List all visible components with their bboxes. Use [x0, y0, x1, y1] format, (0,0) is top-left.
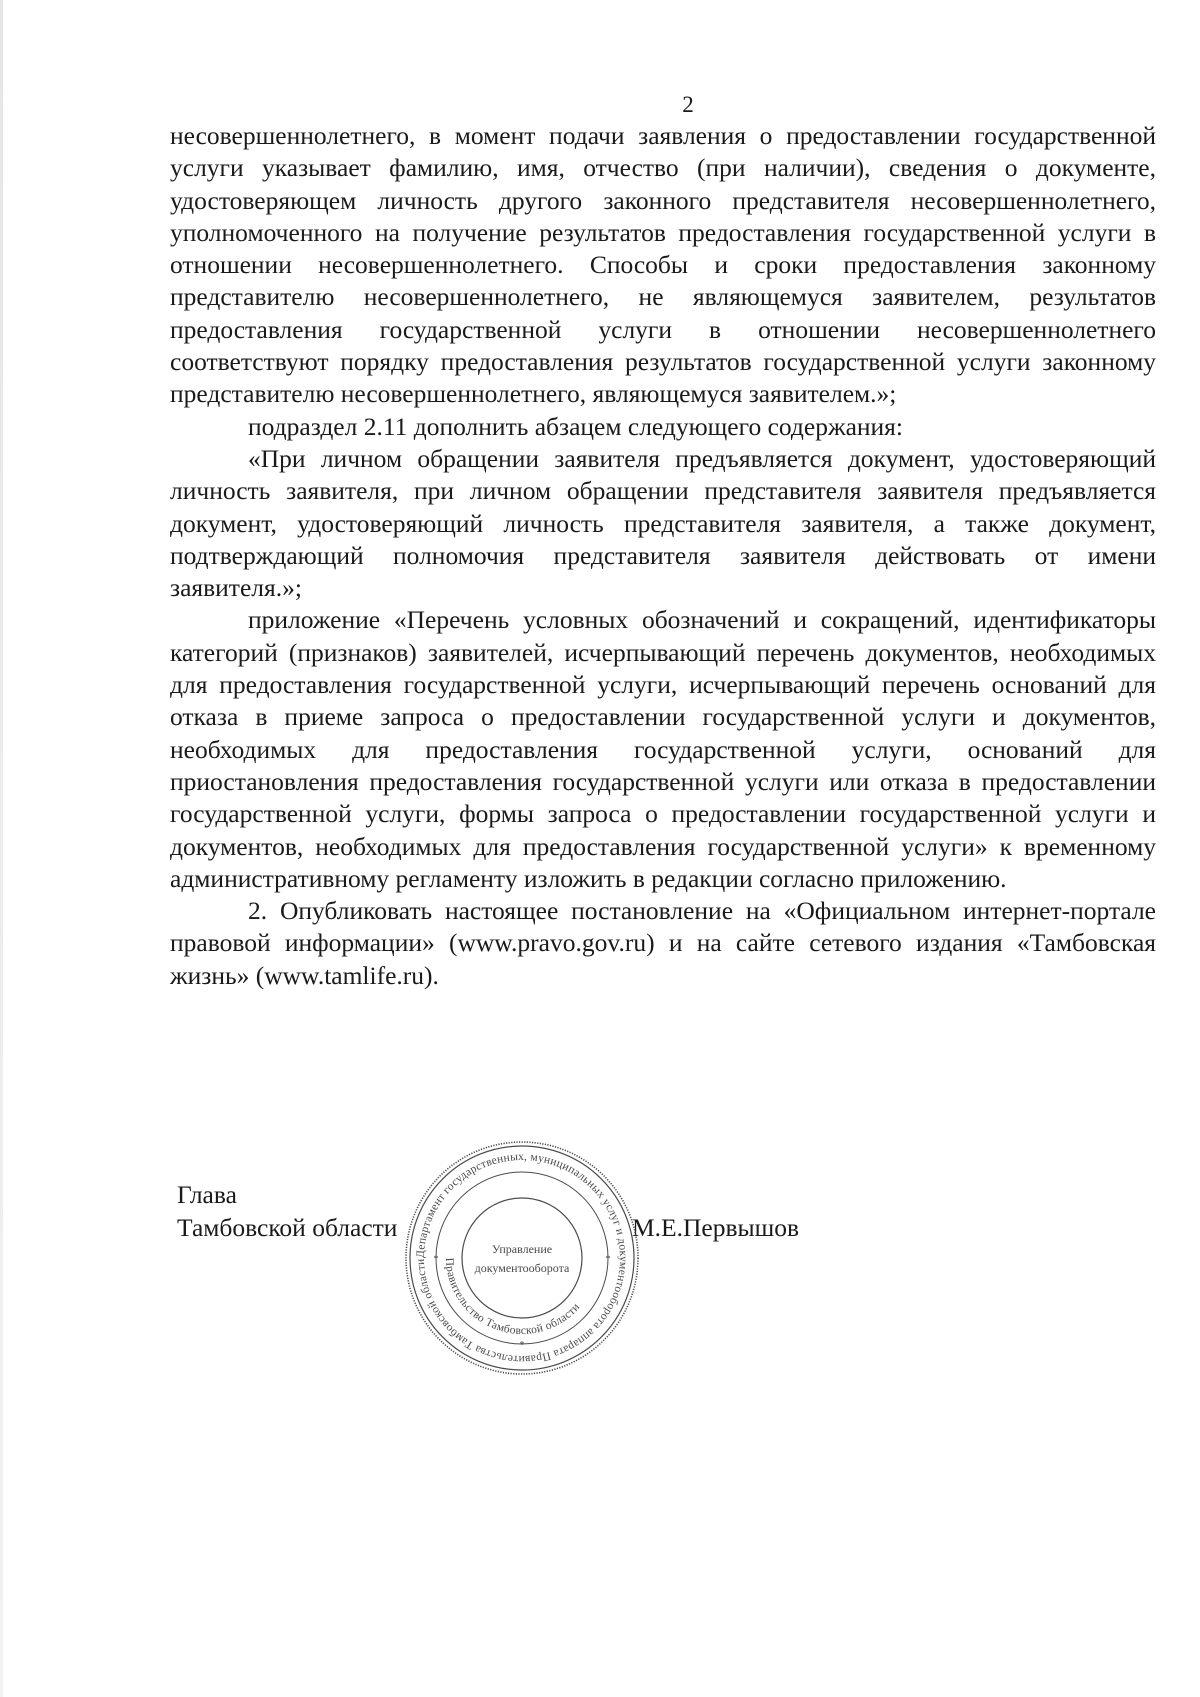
paragraph-subsection-amendment: подраздел 2.11 дополнить абзацем следующего содержания:	[248, 411, 903, 441]
paragraph-continuation: несовершеннолетнего, в момент подачи заявления о предоставлении государственной услуги указывает фамилию, имя, отчество (при наличии), сведения о документе, удостоверяющем личность другого законного представителя несовершеннолетнего, уполномоченного на получение результатов предоставления государственной услуги в отношении несовершеннолетнего. Способы и сроки предоставления законному представителю несовершеннолетнего, не являющемуся заявителем, результатов предоставления государственной услуги в отношении несовершеннолетнего соответствуют порядку предоставления результатов государственной услуги законному представителю несовершеннолетнего, являющемуся заявителем.»;	[170, 121, 1156, 409]
stamp-outer-textpath: Департамент государственных, муниципальных услуг и документооборота аппарата Правительства Тамбовской области	[414, 1150, 630, 1366]
page-number: 2	[682, 92, 694, 117]
stamp-center-line-2: документооборота	[474, 1261, 570, 1275]
signatory-title-line-1: Глава	[177, 1180, 237, 1209]
official-stamp	[402, 1138, 642, 1378]
stamp-inner-textpath: Правительство Тамбовской области	[442, 1257, 583, 1338]
svg-text:*: *	[433, 1254, 439, 1265]
signatory-title-line-2: Тамбовской области	[177, 1213, 398, 1242]
paragraph-appendix-amendment: приложение «Перечень условных обозначений и сокращений, идентификаторы категорий (признаков) заявителей, исчерпывающий перечень документов, необходимых для предоставления государственной услуги, исчерпывающий перечень оснований для отказа в приеме запроса о предоставлении государственной услуги и документов, необходимых для предоставления государственной услуги, оснований для приостановления предоставления государственной услуги или отказа в предоставлении государственной услуги, формы запроса о предоставлении государственной услуги и документов, необходимых для предоставления государственной услуги» к временному административному регламенту изложить в редакции согласно приложению.	[170, 605, 1156, 893]
paragraph-quoted-addition: «При личном обращении заявителя предъявляется документ, удостоверяющий личность заявителя, при личном обращении представителя заявителя предъявляется документ, удостоверяющий личность представителя заявителя, а также документ, подтверждающий полномочия представителя заявителя действовать от имени заявителя.»;	[170, 443, 1156, 603]
stamp-center-line-1: Управление	[491, 1242, 553, 1256]
signatory-name: М.Е.Первышов	[632, 1213, 800, 1242]
svg-text:*: *	[605, 1254, 611, 1265]
paragraph-publication-clause: 2. Опубликовать настоящее постановление на «Официальном интернет-портале правовой информации» (www.pravo.gov.ru) и на сайте сетевого издания «Тамбовская жизнь» (www.tamlife.ru).	[170, 896, 1156, 990]
stamp-seal-icon	[402, 1138, 642, 1378]
scan-edge	[0, 0, 3, 1697]
svg-text:*: *	[519, 1340, 525, 1351]
document-body	[170, 120, 1156, 992]
